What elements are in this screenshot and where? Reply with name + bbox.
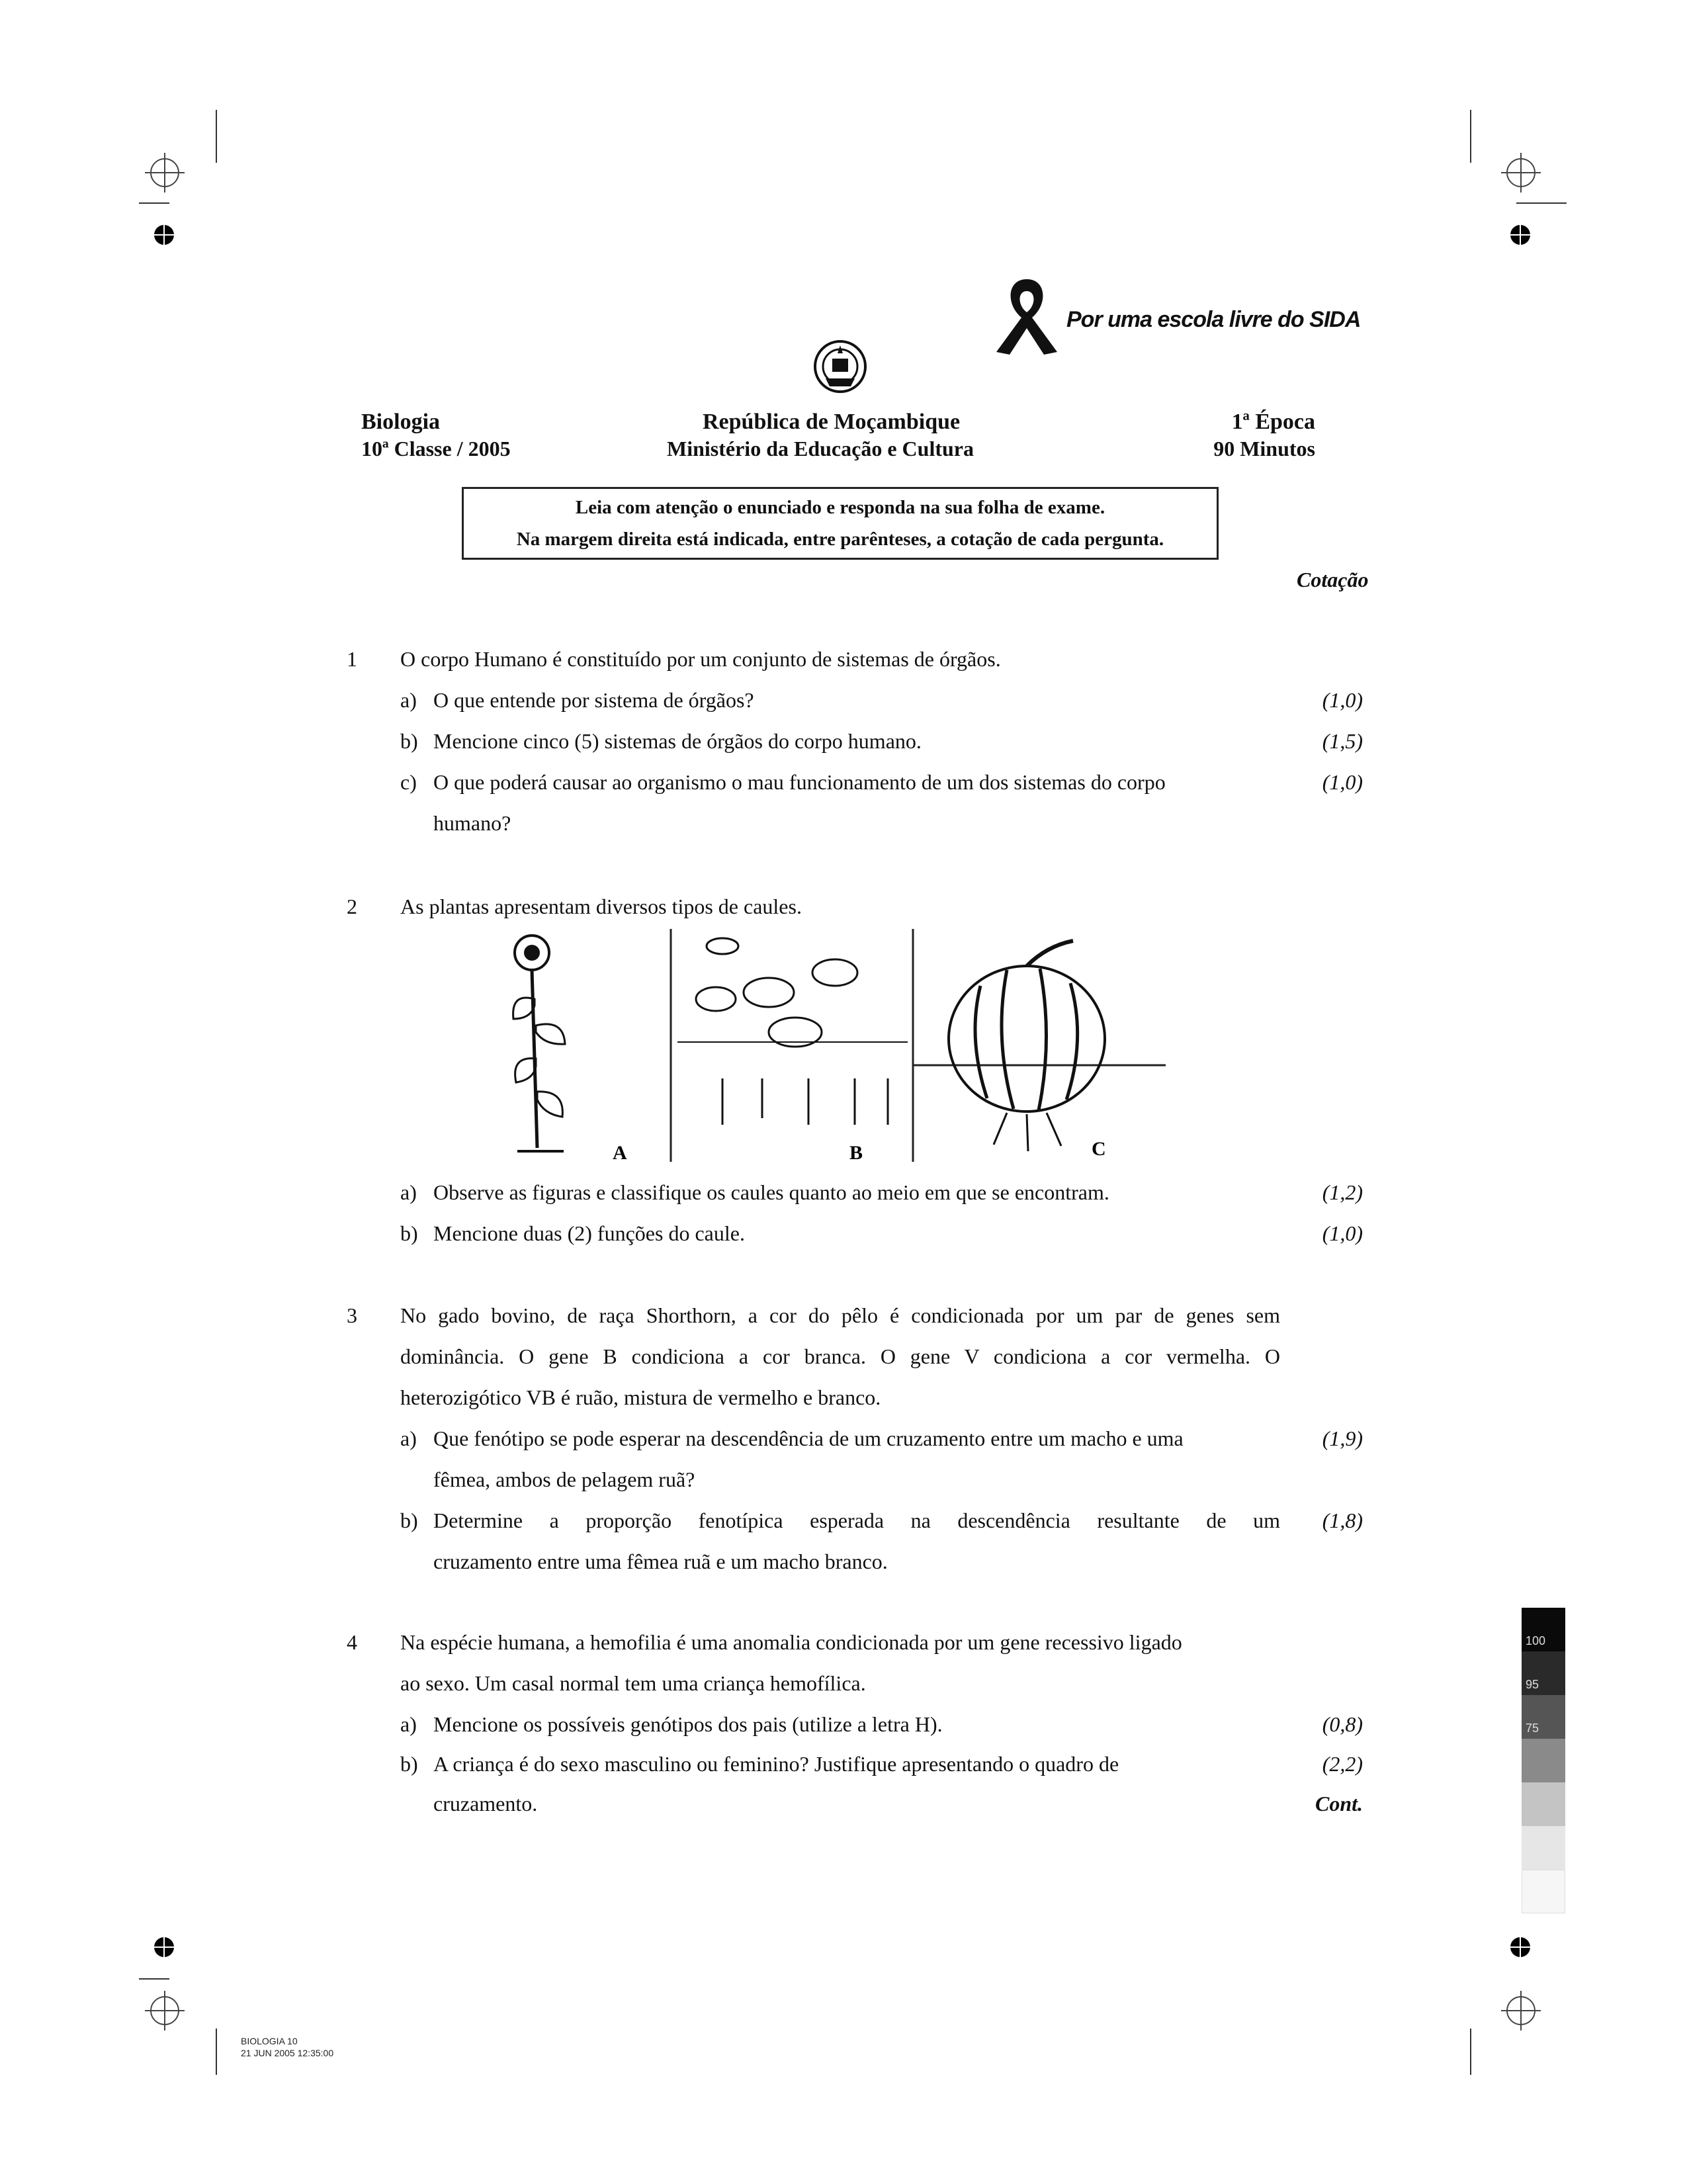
q3b-text-cont: cruzamento entre uma fêmea ruã e um macho branco. (433, 1550, 888, 1573)
q4b-score: (2,2) (1322, 1752, 1363, 1776)
crop-mark-top-right (1470, 110, 1471, 163)
instructions-box (462, 487, 1219, 560)
grayscale-step-50 (1522, 1739, 1565, 1782)
q4b-letter: b) (400, 1752, 418, 1776)
q2a-text: Observe as figuras e classifique os caules quanto ao meio em que se encontram. (433, 1180, 1109, 1204)
registration-dot-bottom-left (154, 1937, 174, 1957)
registration-dot-bottom-right (1510, 1937, 1530, 1957)
grayscale-step-75: 75 (1522, 1695, 1565, 1739)
print-job-code (241, 2035, 333, 2059)
q2b-text: Mencione duas (2) funções do caule. (433, 1221, 745, 1245)
figure-label-a: A (613, 1142, 627, 1164)
coat-of-arms-emblem (812, 339, 868, 394)
crop-mark-bottom-left (216, 2029, 217, 2075)
registration-dot-top-left (154, 225, 174, 245)
grayscale-step-25 (1522, 1782, 1565, 1826)
country-label: República de Moçambique (703, 410, 961, 434)
print-job-line-1: BIOLOGIA 10 (241, 2036, 298, 2046)
crop-mark-top-left-h (139, 202, 169, 204)
subject-label: Biologia (361, 410, 441, 434)
question-2-text: As plantas apresentam diversos tipos de caules. (400, 895, 802, 918)
instruction-line-2: Na margem direita está indicada, entre parênteses, a cotação de cada pergunta. (516, 529, 1164, 550)
q3a-score: (1,9) (1322, 1426, 1363, 1450)
q1c-score: (1,0) (1322, 770, 1363, 794)
q3a-text: Que fenótipo se pode esperar na descendência de um cruzamento entre um macho e uma (433, 1426, 1184, 1450)
exam-season: 1ª Época (1231, 410, 1315, 434)
q3b-text: Determine a proporção fenotípica esperada na descendência resultante de um (433, 1508, 1280, 1532)
question-3-number: 3 (347, 1303, 357, 1327)
water-lily-drawing (677, 938, 908, 1125)
q1a-letter: a) (400, 688, 417, 712)
crop-mark-top-right-h (1516, 202, 1567, 204)
crop-mark-bottom-left-h (139, 1978, 169, 1980)
exam-duration: 90 Minutos (1213, 437, 1315, 460)
aids-ribbon-banner (987, 271, 1361, 357)
question-4-line-2: ao sexo. Um casal normal tem uma criança hemofílica. (400, 1671, 866, 1695)
q2a-letter: a) (400, 1180, 417, 1204)
crop-mark-top-left (216, 110, 217, 163)
slogan-text: Por uma escola livre do SIDA (1066, 307, 1361, 332)
q1b-letter: b) (400, 729, 418, 753)
q4b-text: A criança é do sexo masculino ou feminino? Justifique apresentando o quadro de (433, 1752, 1119, 1776)
grayscale-step-95: 95 (1522, 1651, 1565, 1695)
q1a-score: (1,0) (1322, 688, 1363, 712)
question-3-line-2: dominância. O gene B condiciona a cor branca. O gene V condiciona a cor vermelha. O (400, 1344, 1280, 1368)
q2b-letter: b) (400, 1221, 418, 1245)
question-2-number: 2 (347, 895, 357, 918)
q3a-letter: a) (400, 1426, 417, 1450)
question-1-text: O corpo Humano é constituído por um conjunto de sistemas de órgãos. (400, 647, 1001, 671)
ministry-label: Ministério da Educação e Cultura (667, 437, 974, 460)
ribbon-icon (987, 271, 1066, 357)
plant-stems-figure (504, 926, 1166, 1164)
q3a-text-cont: fêmea, ambos de pelagem ruã? (433, 1467, 695, 1491)
grayscale-step-100: 100 (1522, 1608, 1565, 1651)
grade-year: 10ª Classe / 2005 (361, 437, 511, 460)
grayscale-step-10 (1522, 1826, 1565, 1870)
continuation-marker: Cont. (1315, 1792, 1363, 1815)
q3b-letter: b) (400, 1508, 418, 1532)
q1c-text-cont: humano? (433, 811, 511, 835)
figure-label-c: C (1092, 1138, 1106, 1160)
q4a-score: (0,8) (1322, 1712, 1363, 1736)
q1a-text: O que entende por sistema de órgãos? (433, 688, 754, 712)
question-3-line-1: No gado bovino, de raça Shorthorn, a cor do pêlo é condicionada por um par de genes sem (400, 1303, 1280, 1327)
registration-mark-top-right (1506, 158, 1536, 187)
question-1-number: 1 (347, 647, 357, 671)
instruction-line-1: Leia com atenção o enunciado e responda na sua folha de exame. (575, 497, 1105, 518)
registration-dot-top-right (1510, 225, 1530, 245)
question-4-number: 4 (347, 1630, 357, 1654)
figure-label-b: B (849, 1142, 863, 1164)
q4b-text-cont: cruzamento. (433, 1792, 538, 1815)
q3b-score: (1,8) (1322, 1508, 1363, 1532)
sunflower-drawing (513, 936, 565, 1151)
q4a-letter: a) (400, 1712, 417, 1736)
registration-mark-bottom-right (1506, 1996, 1536, 2025)
print-job-line-2: 21 JUN 2005 12:35:00 (241, 2048, 334, 2058)
onion-bulb-drawing (949, 941, 1105, 1151)
q1c-text: O que poderá causar ao organismo o mau funcionamento de um dos sistemas do corpo (433, 770, 1166, 794)
registration-mark-top-left (150, 158, 179, 187)
q2b-score: (1,0) (1322, 1221, 1363, 1245)
grayscale-step-0 (1522, 1870, 1565, 1913)
crop-mark-bottom-right (1470, 2029, 1471, 2075)
q1b-score: (1,5) (1322, 729, 1363, 753)
q4a-text: Mencione os possíveis genótipos dos pais (utilize a letra H). (433, 1712, 943, 1736)
question-3-line-3: heterozigótico VB é ruão, mistura de vermelho e branco. (400, 1385, 881, 1409)
cotacao-header: Cotação (1297, 568, 1369, 591)
question-4-line-1: Na espécie humana, a hemofilia é uma anomalia condicionada por um gene recessivo ligado (400, 1630, 1182, 1654)
registration-mark-bottom-left (150, 1996, 179, 2025)
q1c-letter: c) (400, 770, 417, 794)
q1b-text: Mencione cinco (5) sistemas de órgãos do corpo humano. (433, 729, 922, 753)
q2a-score: (1,2) (1322, 1180, 1363, 1204)
